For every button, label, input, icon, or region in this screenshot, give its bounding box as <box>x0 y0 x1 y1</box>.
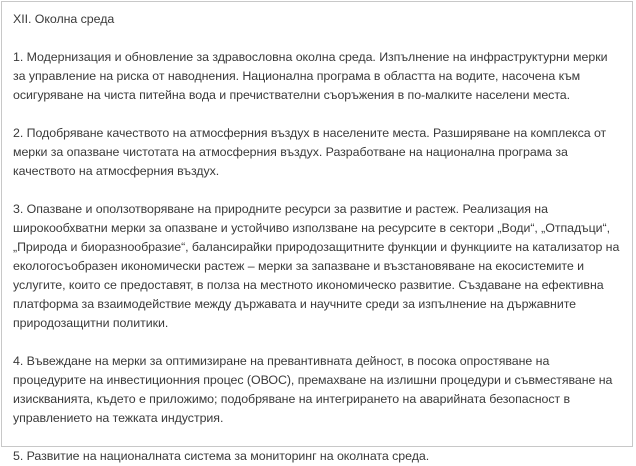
section-title: XII. Околна среда <box>13 12 115 26</box>
paragraph-3: 3. Опазване и оползотворяване на природните ресурси за развитие и растеж. Реализация на широкообхватни мерки за опазване и устойчиво използване на ресурсите в сектори „Води“, „Отпадъци“, „Природа и биоразнообразие“, балансирайки природозащитните функции и функциите на катализатор на екологосъобразен икономически растеж – мерки за запазване и възстановяване на екосистемите и услугите, които се предоставят, в полза на местното икономическо развитие. Създаване на ефективна платформа за взаимодействие между държавата и научните среди за изпълнение на държавните природозащитни политики. <box>13 202 620 330</box>
paragraph-5: 5. Развитие на националната система за мониторинг на околната среда. <box>13 449 430 463</box>
document-content <box>2 2 632 466</box>
paragraph-4: 4. Въвеждане на мерки за оптимизиране на превантивната дейност, в посока опростяване на процедурите на инвестиционния процес (ОВОС), премахване на излишни процедури и съвместяване на изискванията, където е приложимо; подобряване на интегрирането на аварийната безопасност в управлението на тежката индустрия. <box>13 354 613 425</box>
document-frame <box>1 1 633 463</box>
paragraph-1: 1. Модернизация и обновление за здравословна околна среда. Изпълнение на инфраструктурни мерки за управление на риска от наводнения. Национална програма в областта на водите, насочена към осигуряване на чиста питейна вода и пречиствателни съоръжения в по-малките населени места. <box>13 50 608 102</box>
paragraph-2: 2. Подобряване качеството на атмосферния въздух в населените места. Разширяване на комплекса от мерки за опазване чистотата на атмосферния въздух. Разработване на национална програма за качеството на атмосферния въздух. <box>13 126 607 178</box>
